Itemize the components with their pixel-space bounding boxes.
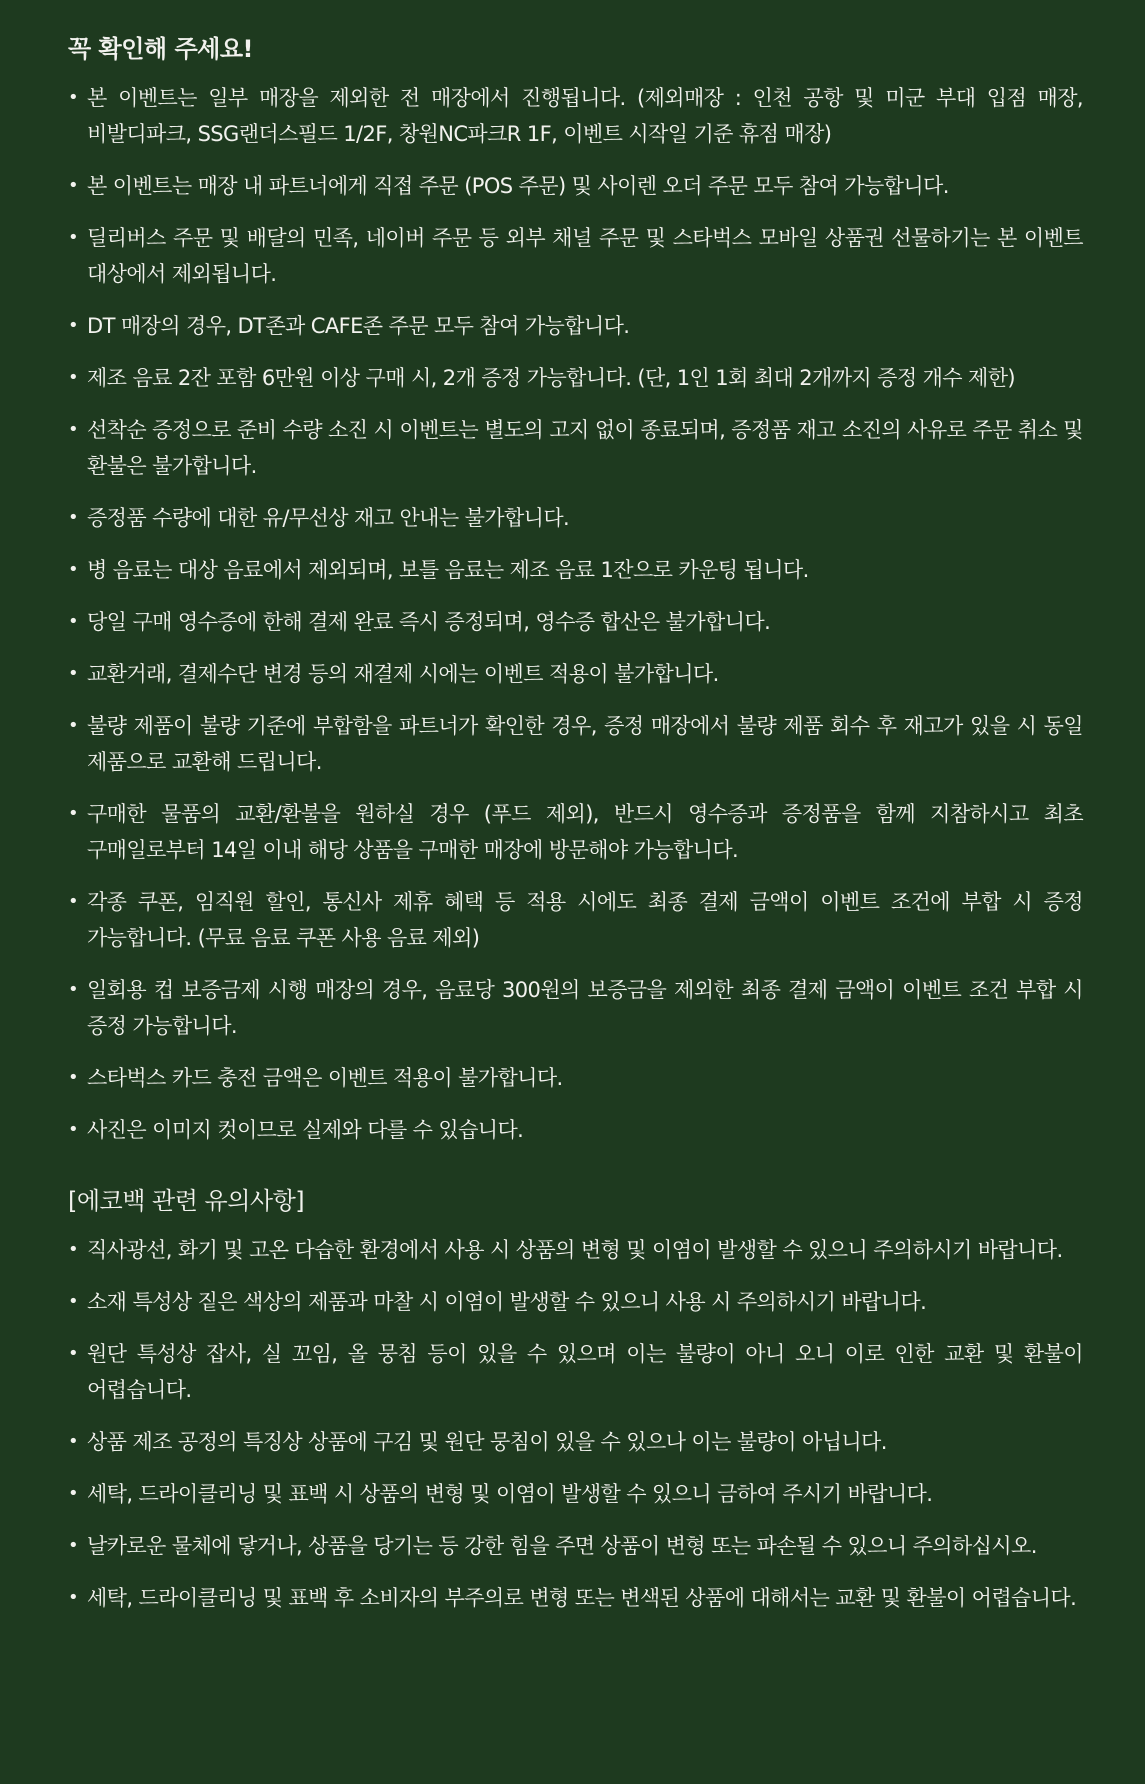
notice-item: • 딜리버스 주문 및 배달의 민족, 네이버 주문 등 외부 채널 주문 및 스타벅스 모바일 상품권 선물하기는 본 이벤트 대상에서 제외됩니다. xyxy=(68,220,1083,292)
notice-title: 꼭 확인해 주세요! xyxy=(68,35,253,63)
notice-item: • 당일 구매 영수증에 한해 결제 완료 즉시 증정되며, 영수증 합산은 불가합니다. xyxy=(68,604,1083,640)
notice-item: • 직사광선, 화기 및 고온 다습한 환경에서 사용 시 상품의 변형 및 이염이 발생할 수 있으니 주의하시기 바랍니다. xyxy=(68,1232,1083,1268)
ecobag-notice-list xyxy=(68,1232,1083,1616)
notice-item: • 사진은 이미지 컷이므로 실제와 다를 수 있습니다. xyxy=(68,1112,1083,1148)
notice-item: • 본 이벤트는 일부 매장을 제외한 전 매장에서 진행됩니다. (제외매장 : 인천 공항 및 미군 부대 입점 매장, 비발디파크, SSG랜더스필드 1/2F, 창원NC파크R 1F, 이벤트 시작일 기준 휴점 매장) xyxy=(68,80,1083,152)
notice-item: • 본 이벤트는 매장 내 파트너에게 직접 주문 (POS 주문) 및 사이렌 오더 주문 모두 참여 가능합니다. xyxy=(68,168,1083,204)
ecobag-title: [에코백 관련 유의사항] xyxy=(68,1187,305,1215)
notice-list xyxy=(68,80,1083,1148)
notice-item: • 구매한 물품의 교환/환불을 원하실 경우 (푸드 제외), 반드시 영수증과 증정품을 함께 지참하시고 최초 구매일로부터 14일 이내 해당 상품을 구매한 매장에 방문해야 가능합니다. xyxy=(68,796,1083,868)
notice-item: • DT 매장의 경우, DT존과 CAFE존 주문 모두 참여 가능합니다. xyxy=(68,308,1083,344)
notice-item: • 증정품 수량에 대한 유/무선상 재고 안내는 불가합니다. xyxy=(68,500,1083,536)
notice-item: • 스타벅스 카드 충전 금액은 이벤트 적용이 불가합니다. xyxy=(68,1060,1083,1096)
notice-item: • 일회용 컵 보증금제 시행 매장의 경우, 음료당 300원의 보증금을 제외한 최종 결제 금액이 이벤트 조건 부합 시 증정 가능합니다. xyxy=(68,972,1083,1044)
notice-item: • 선착순 증정으로 준비 수량 소진 시 이벤트는 별도의 고지 없이 종료되며, 증정품 재고 소진의 사유로 주문 취소 및 환불은 불가합니다. xyxy=(68,412,1083,484)
notice-item: • 날카로운 물체에 닿거나, 상품을 당기는 등 강한 힘을 주면 상품이 변형 또는 파손될 수 있으니 주의하십시오. xyxy=(68,1528,1083,1564)
notice-item: • 제조 음료 2잔 포함 6만원 이상 구매 시, 2개 증정 가능합니다. (단, 1인 1회 최대 2개까지 증정 개수 제한) xyxy=(68,360,1083,396)
notice-item: • 세탁, 드라이클리닝 및 표백 시 상품의 변형 및 이염이 발생할 수 있으니 금하여 주시기 바랍니다. xyxy=(68,1476,1083,1512)
notice-item: • 상품 제조 공정의 특징상 상품에 구김 및 원단 뭉침이 있을 수 있으나 이는 불량이 아닙니다. xyxy=(68,1424,1083,1460)
notice-item: • 원단 특성상 잡사, 실 꼬임, 올 뭉침 등이 있을 수 있으며 이는 불량이 아니 오니 이로 인한 교환 및 환불이 어렵습니다. xyxy=(68,1336,1083,1408)
notice-item: • 병 음료는 대상 음료에서 제외되며, 보틀 음료는 제조 음료 1잔으로 카운팅 됩니다. xyxy=(68,552,1083,588)
notice-item: • 소재 특성상 짙은 색상의 제품과 마찰 시 이염이 발생할 수 있으니 사용 시 주의하시기 바랍니다. xyxy=(68,1284,1083,1320)
notice-item: • 세탁, 드라이클리닝 및 표백 후 소비자의 부주의로 변형 또는 변색된 상품에 대해서는 교환 및 환불이 어렵습니다. xyxy=(68,1580,1083,1616)
notice-item: • 교환거래, 결제수단 변경 등의 재결제 시에는 이벤트 적용이 불가합니다. xyxy=(68,656,1083,692)
notice-item: • 불량 제품이 불량 기준에 부합함을 파트너가 확인한 경우, 증정 매장에서 불량 제품 회수 후 재고가 있을 시 동일 제품으로 교환해 드립니다. xyxy=(68,708,1083,780)
notice-item: • 각종 쿠폰, 임직원 할인, 통신사 제휴 혜택 등 적용 시에도 최종 결제 금액이 이벤트 조건에 부합 시 증정 가능합니다. (무료 음료 쿠폰 사용 음료 제외) xyxy=(68,884,1083,956)
